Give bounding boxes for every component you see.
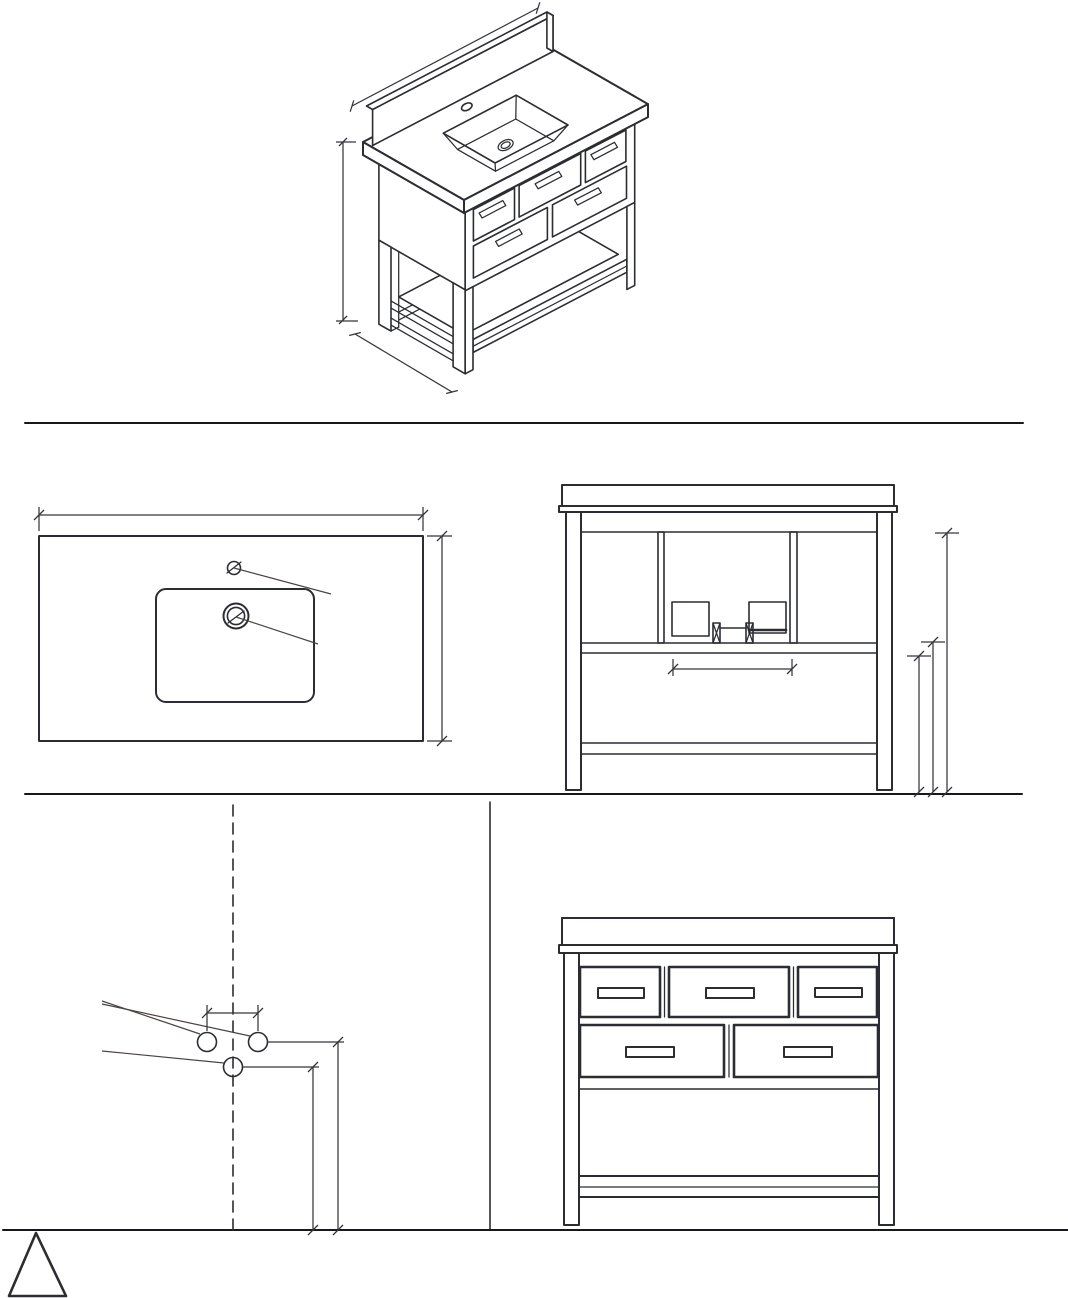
drawer-handle (784, 1047, 832, 1057)
front-right-leg (627, 202, 635, 289)
supply-stub-left (198, 1033, 217, 1052)
supply-leader-1 (102, 1001, 200, 1034)
backsplash-end (547, 12, 553, 52)
countertop-outline (39, 536, 423, 741)
depth-dim-tick (446, 391, 458, 394)
countertop-edge (559, 506, 897, 512)
plumbing-rough-in-view (102, 805, 344, 1235)
revision-triangle-icon (9, 1233, 66, 1296)
side-front-leg (453, 283, 465, 374)
section-separators (3, 423, 1068, 1230)
sink-cutout (156, 589, 314, 702)
plan-width-dimension (34, 507, 428, 531)
drawer-handle (815, 988, 862, 997)
backsplash (562, 485, 894, 506)
drain-height-dimension (243, 1062, 320, 1235)
left-leg (564, 953, 579, 1225)
drawer-handle (626, 1047, 674, 1057)
faucet-leader-line (234, 568, 331, 594)
plan-depth-dimension (427, 531, 452, 746)
drawer-box-right (749, 602, 786, 633)
supply-leader-2 (102, 1004, 250, 1036)
right-leg (879, 953, 894, 1225)
back-elevation-view (559, 485, 959, 797)
countertop-edge (559, 945, 897, 953)
drain-leader (102, 1051, 224, 1063)
depth-dim-tick (349, 333, 361, 336)
isometric-view (336, 2, 648, 393)
back-stile-right (790, 532, 797, 643)
supply-stub-right (249, 1033, 268, 1052)
drawer-handle (598, 988, 644, 998)
side-stretcher-line (391, 325, 453, 361)
center-plumbing-bracket (713, 623, 753, 643)
left-leg (566, 512, 581, 790)
drain-leader-line (236, 617, 318, 644)
opening-width-dimension (668, 659, 797, 676)
drawer-handle (706, 988, 754, 998)
side-back-leg (379, 240, 391, 331)
front-elevation-view (559, 918, 897, 1225)
right-leg (877, 512, 892, 790)
height-dimensions (907, 528, 959, 797)
back-stile-left (658, 532, 664, 643)
drawer-box-left (672, 602, 709, 636)
depth-dimension (355, 334, 452, 392)
backsplash (562, 918, 894, 945)
front-left-leg (465, 287, 473, 374)
countertop-plan-view (34, 507, 452, 746)
